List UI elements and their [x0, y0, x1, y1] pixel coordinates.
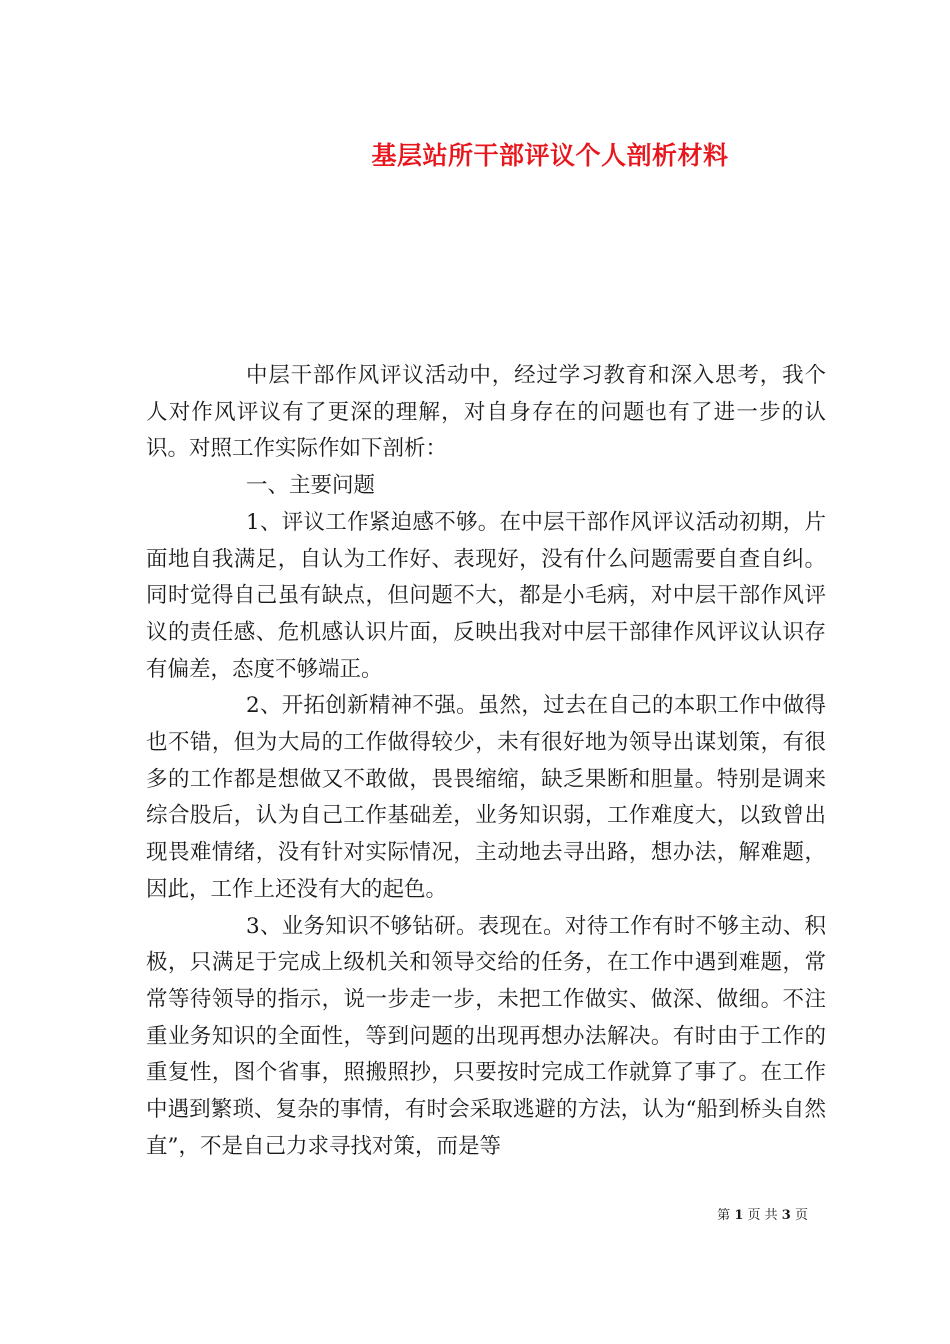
footer-total-pages: 3 [781, 1208, 791, 1223]
section-heading-main-problems: 一、主要问题 [246, 473, 376, 499]
footer-middle: 页 共 [747, 1208, 778, 1223]
paragraph-item-2: 2、开拓创新精神不强。虽然，过去在自己的本职工作中做得也不错，但为大局的工作做得较少，未有很好地为领导出谋划策，有很多的工作都是想做又不敢做，畏畏缩缩，缺乏果断和胆量。特别是调来综合股后，认为自己工作基础差，业务知识弱，工作难度大，以致曾出现畏难情绪，没有针对实际情况，主动地去寻出路，想办法，解难题，因此，工作上还没有大的起色。 [146, 693, 826, 902]
footer-prefix: 第 [717, 1208, 731, 1223]
document-title: 基层站所干部评议个人剖析材料 [371, 141, 729, 170]
paragraph-item-1: 1、评议工作紧迫感不够。在中层干部作风评议活动初期，片面地自我满足，自认为工作好、表现好，没有什么问题需要自查自纠。同时觉得自己虽有缺点，但问题不大，都是小毛病，对中层干部作风评议的责任感、危机感认识片面，反映出我对中层干部律作风评议认识存有偏差，态度不够端正。 [146, 509, 826, 682]
page-footer [717, 1204, 808, 1223]
paragraph-item-3: 3、业务知识不够钻研。表现在。对待工作有时不够主动、积极，只满足于完成上级机关和领导交给的任务，在工作中遇到难题，常常等待领导的指示，说一步走一步，未把工作做实、做深、做细。不注重业务知识的全面性，等到问题的出现再想办法解决。有时由于工作的重复性，图个省事，照搬照抄，只要按时完成工作就算了事了。在工作中遇到繁琐、复杂的事情，有时会采取逃避的方法，认为“船到桥头自然直”，不是自己力求寻找对策，而是等 [146, 913, 826, 1159]
footer-suffix: 页 [794, 1208, 808, 1223]
footer-current-page: 1 [734, 1208, 744, 1223]
paragraph-intro: 中层干部作风评议活动中，经过学习教育和深入思考，我个人对作风评议有了更深的理解，对自身存在的问题也有了进一步的认识。对照工作实际作如下剖析： [146, 363, 826, 462]
document-body [146, 358, 826, 1165]
